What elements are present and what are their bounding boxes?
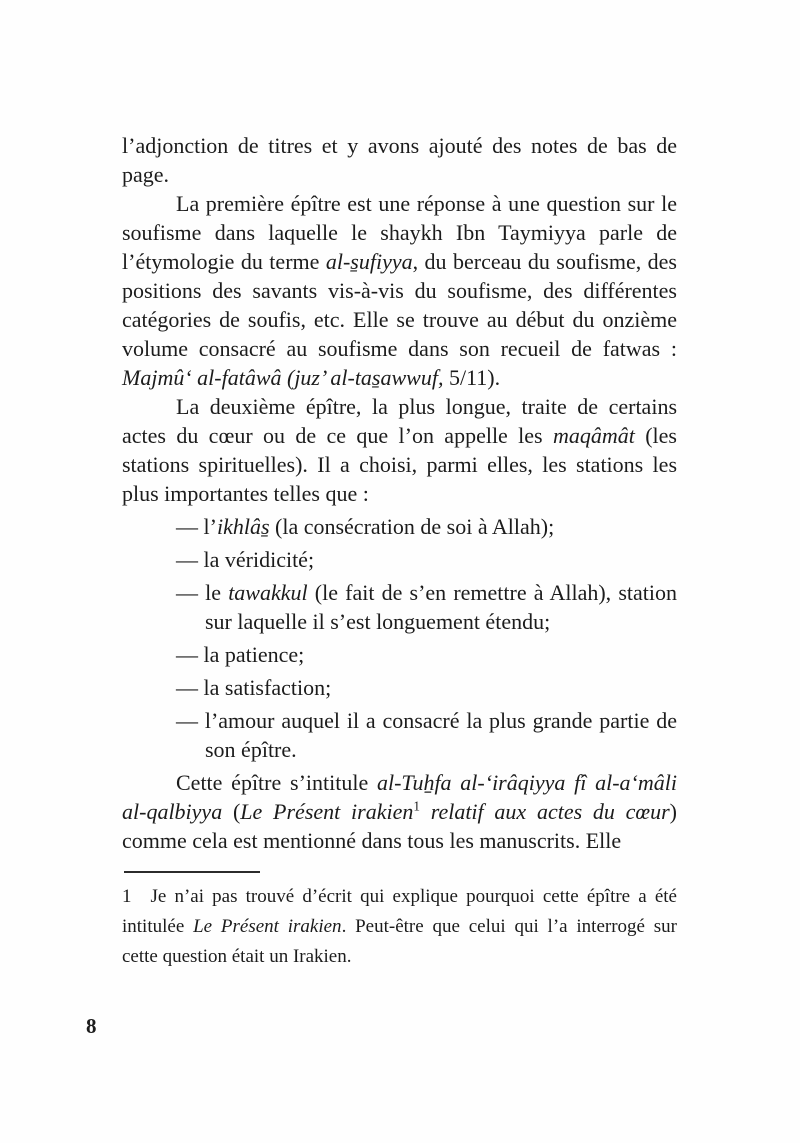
text: , du berceau du soufisme, des positions des savants vis-à-vis du soufisme, des différentes catégories de soufis, etc. Elle se trouve au début du onzième volume consacré au soufisme dans son recueil de fatwas :: [122, 249, 677, 361]
italic-text: Le Présent irakien: [240, 799, 414, 824]
list-item: [176, 706, 677, 764]
list-item: [176, 578, 677, 636]
list-item: [176, 640, 677, 669]
text: (la consécration de soi à Allah);: [269, 514, 555, 539]
italic-text: relatif aux actes du cœur: [419, 799, 670, 824]
page-number: 8: [86, 1014, 97, 1038]
para: [122, 392, 677, 508]
italic-text: maqâmât: [552, 423, 635, 448]
text: La deuxième épître, la plus longue, traite de certains actes du cœur ou de ce que l’on appelle les: [122, 394, 677, 448]
para: [122, 189, 677, 392]
italic-text: Majmû‘ al-fatâwâ (juz’ al-tas̱awwuf,: [122, 365, 444, 390]
list-item: [176, 545, 677, 574]
text: La première épître est une réponse à une question sur le soufisme dans laquelle le shaykh Ibn Taymiyya parle de l’étymologie du terme: [122, 191, 677, 274]
text: — l’: [176, 514, 217, 539]
para: [122, 768, 677, 855]
text: ) comme cela est mentionné dans tous les manuscrits. Elle: [122, 799, 677, 853]
footnote: [122, 882, 677, 972]
text-column: [122, 131, 677, 972]
footnote-ref: 1: [413, 798, 420, 814]
para: [122, 131, 677, 189]
list-item: [176, 673, 677, 702]
text: (les stations spirituelles). Il a choisi, parmi elles, les stations les plus importantes telles que :: [122, 423, 677, 506]
text: — l’amour auquel il a consacré la plus grande partie de son épître.: [176, 708, 677, 762]
text: (: [222, 799, 241, 824]
text: l’adjonction de titres et y avons ajouté des notes de bas de page.: [122, 133, 677, 187]
text: 1 Je n’ai pas trouvé d’écrit qui explique pourquoi cette épître a été intitulée: [122, 886, 677, 937]
list-item: [176, 512, 677, 541]
italic-text: tawakkul: [228, 580, 308, 605]
italic-text: al-Tuẖfa al-‘irâqiyya fî al-a‘mâli al-qalbiyya: [122, 770, 677, 824]
text: — le: [176, 580, 229, 605]
text: 5/11).: [443, 365, 501, 390]
text: — la satisfaction;: [176, 675, 332, 700]
text: — la patience;: [176, 642, 305, 667]
text: — la véridicité;: [176, 547, 315, 572]
text: . Peut-être que celui qui l’a interrogé sur cette question était un Irakien.: [122, 916, 678, 967]
italic-text: al-s̱ufiyya: [325, 249, 413, 274]
italic-text: ikhlâs̱: [216, 514, 270, 539]
text: Cette épître s’intitule: [176, 770, 377, 795]
text: (le fait de s’en remettre à Allah), station sur laquelle il s’est longuement étendu;: [205, 580, 677, 634]
italic-text: Le Présent irakien: [193, 916, 342, 937]
footnote-rule: [124, 871, 260, 873]
